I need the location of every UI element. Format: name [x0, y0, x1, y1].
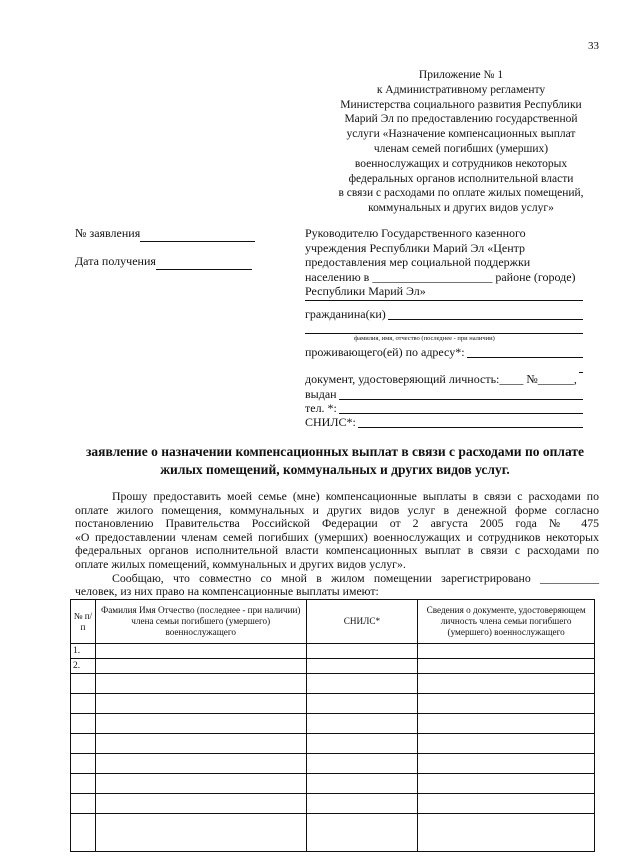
document-title	[70, 443, 600, 479]
appendix-line: Министерства социального развития Республики	[340, 98, 582, 111]
table-row	[71, 644, 595, 659]
family-members-table	[70, 599, 595, 852]
fio-cell[interactable]	[95, 674, 306, 694]
fio-cell[interactable]	[95, 754, 306, 774]
snils-cell[interactable]	[306, 674, 418, 694]
body-line: Прошу предоставить моей семье (мне) компенсационные выплаты в связи с расходами по	[112, 489, 599, 503]
table-row	[71, 714, 595, 734]
document-cell[interactable]	[418, 714, 595, 734]
body-line: оплате жилых помещений, коммунальных и других видов услуг».	[75, 556, 406, 571]
snils-cell[interactable]	[306, 714, 418, 734]
title-line-1: заявление о назначении компенсационных выплат в связи с расходами по оплате	[86, 444, 584, 459]
recipient-line: населению в ____________________ районе (городе)	[305, 269, 576, 284]
snils-cell[interactable]	[306, 659, 418, 674]
document-cell[interactable]	[418, 814, 595, 852]
fio-hint: фамилия, имя, отчество (последнее - при наличии)	[354, 335, 495, 342]
document-cell[interactable]	[418, 659, 595, 674]
page-number: 33	[588, 40, 599, 52]
fio-cell[interactable]	[95, 714, 306, 734]
row-number	[71, 774, 96, 794]
body-line: федеральных органов исполнительной власти компенсационных выплат в связи с расходами по	[75, 543, 599, 558]
row-number	[71, 694, 96, 714]
table-row	[71, 674, 595, 694]
document-cell[interactable]	[418, 674, 595, 694]
appendix-line: коммунальных и других видов услуг»	[368, 202, 554, 215]
table-row	[71, 659, 595, 674]
fio-cell[interactable]	[95, 734, 306, 754]
appendix-line: к Административному регламенту	[376, 83, 546, 96]
appendix-line: военнослужащих и сотрудников некоторых	[354, 157, 568, 170]
fio-cell[interactable]	[95, 794, 306, 814]
table-row	[71, 734, 595, 754]
document-cell[interactable]	[418, 754, 595, 774]
fio-cell[interactable]	[95, 659, 306, 674]
row-number: 2.	[71, 659, 96, 674]
appendix-line: Приложение № 1	[418, 69, 504, 81]
issued-label: выдан	[305, 387, 337, 401]
document-cell[interactable]	[418, 734, 595, 754]
table-row	[71, 694, 595, 714]
row-number	[71, 714, 96, 734]
snils-cell[interactable]	[306, 774, 418, 794]
body-line: человек, из них право на компенсационные выплаты имеют:	[75, 584, 379, 599]
receipt-date-input[interactable]	[156, 254, 252, 270]
col-snils-header: СНИЛС*	[306, 600, 418, 644]
snils-cell[interactable]	[306, 644, 418, 659]
title-line-2: жилых помещений, коммунальных и других видов услуг.	[160, 462, 510, 477]
fio-cell[interactable]	[95, 774, 306, 794]
row-number	[71, 674, 96, 694]
table-row	[71, 814, 595, 852]
table-header-row	[71, 600, 595, 644]
table-row	[71, 774, 595, 794]
application-body	[75, 490, 599, 599]
fio-line[interactable]	[305, 333, 583, 334]
snils-label: СНИЛС*:	[305, 415, 356, 429]
phone-label: тел. *:	[305, 401, 337, 415]
issued-line[interactable]	[305, 399, 583, 400]
row-number	[71, 734, 96, 754]
fio-cell[interactable]	[95, 644, 306, 659]
appendix-line: услуги «Назначение компенсационных выплат	[346, 128, 576, 141]
appendix-header	[330, 68, 592, 216]
row-number	[71, 814, 96, 852]
appendix-line: Марий Эл по предоставлению государственной	[344, 113, 578, 126]
body-line: Сообщаю, что совместно со мной в жилом помещении зарегистрировано __________	[112, 570, 599, 585]
citizen-label: гражданина(ки)	[305, 307, 386, 321]
recipient-block	[305, 226, 585, 299]
recipient-line: Руководителю Государственного казенного	[305, 226, 526, 240]
col-fio-header: Фамилия Имя Отчество (последнее - при наличии) члена семьи погибшего (умершего) военнослужащего	[95, 600, 306, 644]
appendix-line: федеральных органов исполнительной власти	[348, 172, 574, 185]
fio-cell[interactable]	[95, 814, 306, 852]
appendix-line: в связи с расходами по оплате жилых помещений,	[338, 187, 584, 200]
row-number	[71, 754, 96, 774]
document-cell[interactable]	[418, 794, 595, 814]
row-number: 1.	[71, 644, 96, 659]
application-number-input[interactable]	[140, 226, 255, 242]
address-label: проживающего(ей) по адресу*:	[305, 345, 465, 359]
recipient-line: Республики Марий Эл»	[305, 284, 426, 299]
body-line: постановлению Правительства Российской Федерации от 2 августа 2005 года № 475	[75, 516, 599, 531]
snils-cell[interactable]	[306, 694, 418, 714]
recipient-line: предоставления мер социальной поддержки	[305, 255, 531, 270]
application-number-field[interactable]	[75, 226, 255, 242]
appendix-line: членам семей погибших (умерших)	[373, 142, 549, 155]
snils-cell[interactable]	[306, 734, 418, 754]
snils-cell[interactable]	[306, 754, 418, 774]
document-label: документ, удостоверяющий личность:____ №______,	[305, 372, 577, 386]
blank-line[interactable]	[305, 300, 583, 301]
fio-cell[interactable]	[95, 694, 306, 714]
document-cell[interactable]	[418, 644, 595, 659]
col-document-header: Сведения о документе, удостоверяющем личность члена семьи погибшего (умершего) военнослужащего	[418, 600, 595, 644]
body-line: оплате жилого помещения, коммунальных и других видов услуг в денежной форме согласно	[75, 502, 599, 517]
col-number-header: № п/п	[71, 600, 96, 644]
table-row	[71, 794, 595, 814]
snils-cell[interactable]	[306, 814, 418, 852]
phone-line[interactable]	[305, 413, 583, 414]
receipt-date-label: Дата получения	[75, 254, 156, 268]
document-cell[interactable]	[418, 694, 595, 714]
recipient-line: учреждения Республики Марий Эл «Центр	[305, 240, 526, 255]
receipt-date-field[interactable]	[75, 254, 252, 270]
table-row	[71, 754, 595, 774]
body-line: «О предоставлении членам семей погибших (умерших) военнослужащих и сотрудников некоторых	[75, 529, 599, 544]
row-number	[71, 794, 96, 814]
snils-cell[interactable]	[306, 794, 418, 814]
document-cell[interactable]	[418, 774, 595, 794]
application-number-label: № заявления	[75, 226, 141, 240]
